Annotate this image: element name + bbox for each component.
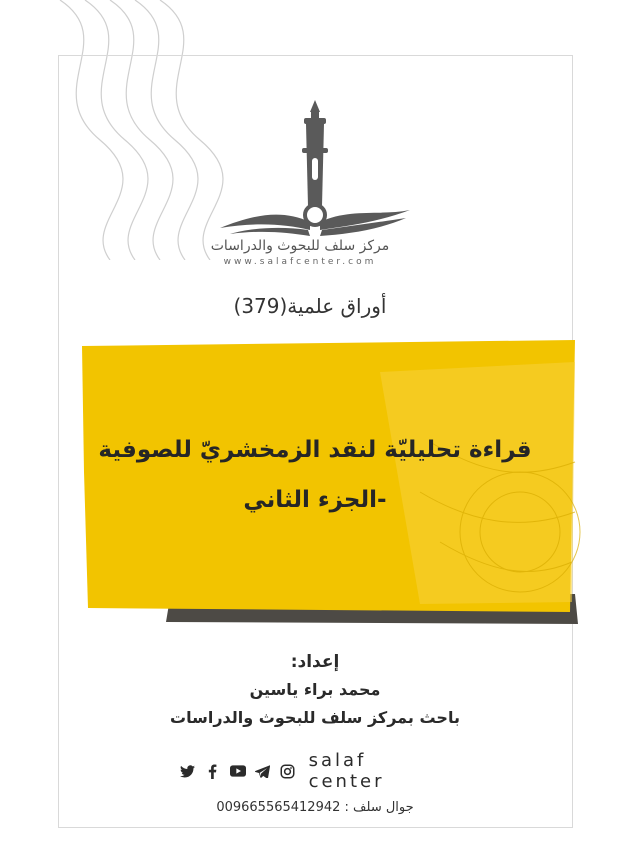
- author-affiliation: باحث بمركز سلف للبحوث والدراسات: [170, 708, 460, 727]
- youtube-icon: [230, 763, 246, 779]
- yellow-title-band: [0, 332, 629, 632]
- twitter-icon: [180, 763, 196, 779]
- prepared-by-label: إعداد:: [290, 652, 340, 672]
- social-media-bar: [180, 750, 450, 792]
- salaf-center-logo-icon: [210, 98, 420, 248]
- document-title-line-1: قراءة تحليليّة لنقد الزمخشريّ للصوفية: [98, 437, 532, 463]
- telegram-icon: [255, 763, 271, 779]
- contact-phone-number: 009665565412942: [216, 800, 341, 815]
- series-label: أوراق علمية(379): [233, 294, 387, 318]
- contact-label: جوال سلف :: [344, 800, 414, 815]
- contact-line: [180, 800, 450, 815]
- social-handle: salaf center: [308, 750, 385, 792]
- facebook-icon: [205, 763, 221, 779]
- instagram-icon: [280, 763, 296, 779]
- document-title-line-2: -الجزء الثاني: [243, 487, 387, 513]
- logo-website-url: www.salafcenter.com: [223, 257, 377, 267]
- logo-organization-name: مركز سلف للبحوث والدراسات: [210, 238, 390, 254]
- author-name: محمد براء ياسين: [249, 680, 381, 699]
